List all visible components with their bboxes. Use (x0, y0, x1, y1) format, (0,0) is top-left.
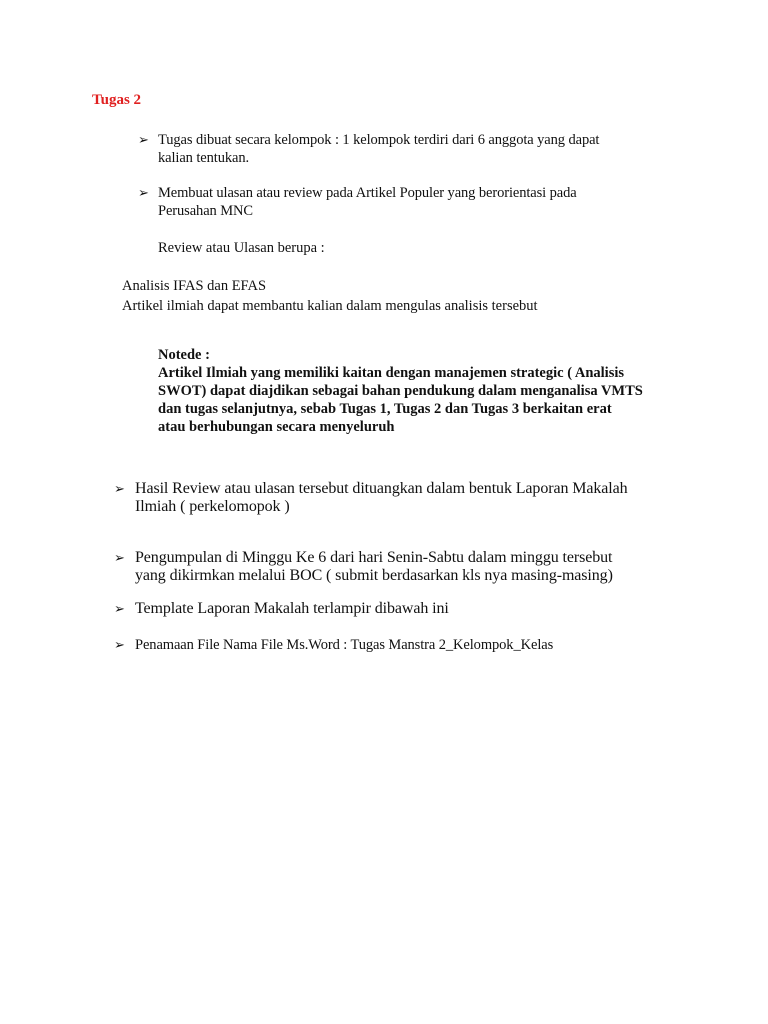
list-item-line: Pengumpulan di Minggu Ke 6 dari hari Senin-Sabtu dalam minggu tersebut (135, 549, 613, 566)
list-item (135, 636, 553, 654)
list-item-line: Template Laporan Makalah terlampir dibawah ini (135, 600, 449, 617)
analysis-line: Artikel ilmiah dapat membantu kalian dalam mengulas analisis tersebut (122, 298, 538, 314)
note-line: atau berhubungan secara menyeluruh (158, 419, 395, 435)
list-item (135, 480, 628, 516)
list-item (158, 184, 577, 220)
arrow-bullet-icon: ➢ (138, 132, 149, 147)
list-item-line: Membuat ulasan atau review pada Artikel Populer yang berorientasi pada (158, 185, 577, 201)
list-item-line: yang dikirmkan melalui BOC ( submit berdasarkan kls nya masing-masing) (135, 567, 613, 584)
arrow-bullet-icon: ➢ (114, 550, 125, 565)
arrow-bullet-icon: ➢ (138, 185, 149, 200)
note-line: SWOT) dapat diajdikan sebagai bahan pendukung dalam menganalisa VMTS (158, 383, 643, 399)
list-item (135, 600, 449, 618)
note-line: Artikel Ilmiah yang memiliki kaitan dengan manajemen strategic ( Analisis (158, 365, 625, 381)
list-item-line: Tugas dibuat secara kelompok : 1 kelompok terdiri dari 6 anggota yang dapat (158, 132, 600, 148)
arrow-bullet-icon: ➢ (114, 481, 125, 496)
list-item (135, 549, 613, 585)
list-item-line: Perusahan MNC (158, 203, 253, 219)
list-item-line: Ilmiah ( perkelomopok ) (135, 498, 290, 515)
review-label: Review atau Ulasan berupa : (158, 240, 325, 256)
list-item-line: Penamaan File Nama File Ms.Word : Tugas Manstra 2_Kelompok_Kelas (135, 637, 554, 653)
note-block (158, 346, 678, 436)
list-item-line: Hasil Review atau ulasan tersebut dituangkan dalam bentuk Laporan Makalah (135, 480, 628, 497)
arrow-bullet-icon: ➢ (114, 637, 125, 652)
analysis-line: Analisis IFAS dan EFAS (122, 278, 267, 294)
page-title: Tugas 2 (92, 92, 142, 108)
list-item (158, 131, 599, 167)
note-label: Notede : (158, 347, 210, 363)
arrow-bullet-icon: ➢ (114, 601, 125, 616)
list-item-line: kalian tentukan. (158, 150, 250, 166)
note-line: dan tugas selanjutnya, sebab Tugas 1, Tugas 2 dan Tugas 3 berkaitan erat (158, 401, 612, 417)
